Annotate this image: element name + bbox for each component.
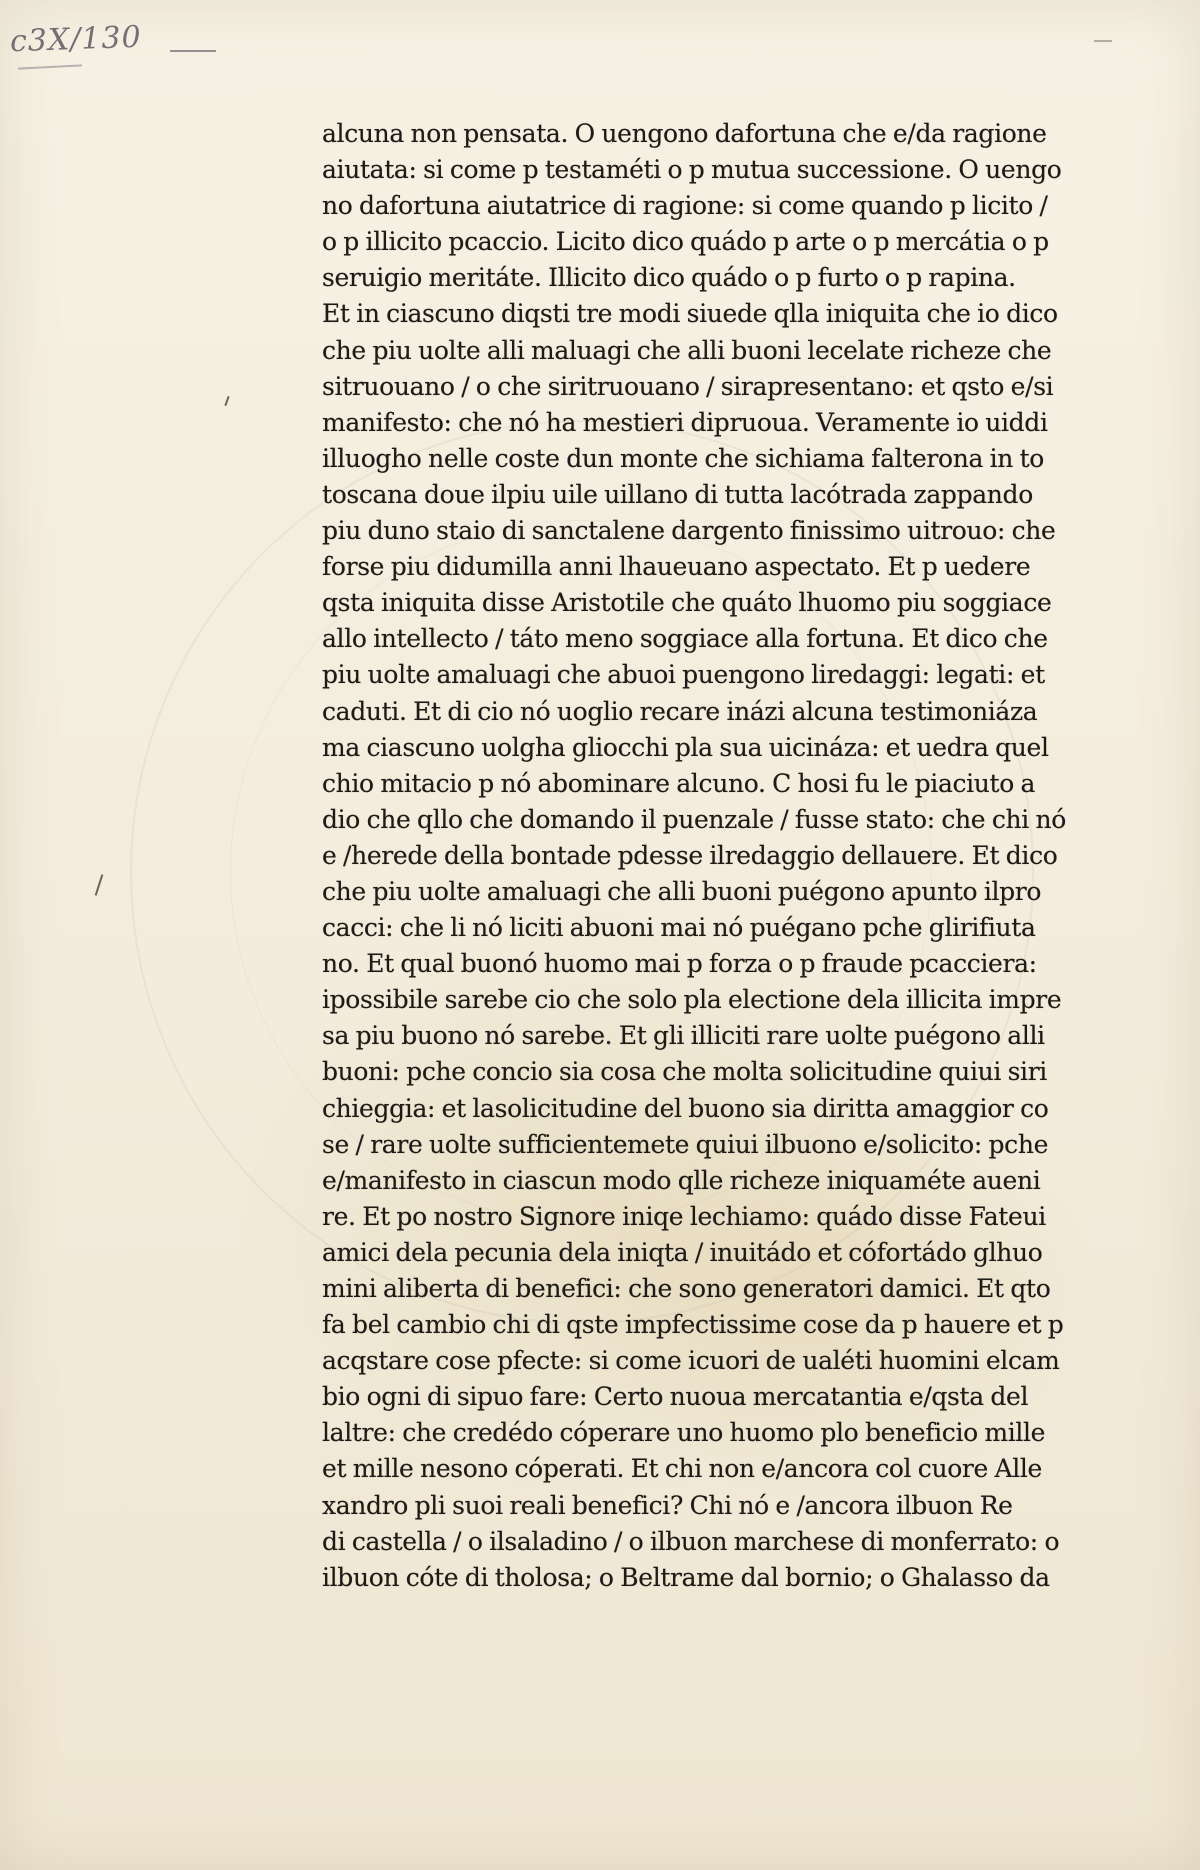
text-line: alcuna non pensata. O uengono dafortuna che e/da ragione <box>322 119 1047 148</box>
text-line: manifesto: che nó ha mestieri dipruoua. Veramente io uiddi <box>322 407 1048 437</box>
text-line: chio mitacio p nó abominare alcuno. C hosi fu le piaciuto a <box>322 768 1036 798</box>
text-line: ma ciascuno uolgha gliocchi pla sua uicináza: et uedra quel <box>322 732 1049 762</box>
text-line: fa bel cambio chi di qste impfectissime cose da p hauere et p <box>322 1310 1064 1340</box>
text-line: sa piu buono nó sarebe. Et gli illiciti rare uolte puégono alli <box>322 1021 1045 1051</box>
text-line: se / rare uolte sufficientemete quiui ilbuono e/solicito: pche <box>322 1129 1049 1159</box>
text-line: ilbuon cóte di tholosa; o Beltrame dal bornio; o Ghalasso da <box>322 1562 1050 1592</box>
margin-stray-mark <box>224 396 229 406</box>
text-line: cacci: che li nó liciti abuoni mai nó puégano pche glirifiuta <box>322 913 1036 943</box>
text-line: et mille nesono cóperati. Et chi non e/ancora col cuore Alle <box>322 1454 1042 1484</box>
handwritten-shelfmark: c3X/130 <box>9 19 143 60</box>
printed-text-block <box>322 116 1112 1596</box>
text-line: illuogho nelle coste dun monte che sichiama falterona in to <box>322 443 1045 473</box>
corner-pencil-mark <box>1094 40 1112 42</box>
text-line: che piu uolte amaluagi che alli buoni puégono apunto ilpro <box>322 876 1042 906</box>
text-line: sitruouano / o che siritruouano / sirapresentano: et qsto e/si <box>322 371 1054 401</box>
text-line: amici dela pecunia dela iniqta / inuitádo et cófortádo glhuo <box>322 1237 1043 1267</box>
text-line: toscana doue ilpiu uile uillano di tutta lacótrada zappando <box>322 479 1033 509</box>
text-line: ipossibile sarebe cio che solo pla electione dela illicita impre <box>322 985 1062 1015</box>
shelfmark-underline <box>18 64 82 69</box>
text-line: o p illicito pcaccio. Licito dico quádo p arte o p mercátia o p <box>322 227 1049 257</box>
text-line: Et in ciascuno diqsti tre modi siuede qlla iniquita che io dico <box>322 299 1058 329</box>
text-line: no. Et qual buonó huomo mai p forza o p fraude pcacciera: <box>322 949 1037 979</box>
text-line: forse piu didumilla anni lhaueuano aspectato. Et p uedere <box>322 552 1031 582</box>
margin-pencil-stroke <box>95 874 104 896</box>
text-line: chieggia: et lasolicitudine del buono sia diritta amaggior co <box>322 1093 1049 1123</box>
text-line: di castella / o ilsaladino / o ilbuon marchese di monferrato: o <box>322 1526 1060 1556</box>
text-line: e /herede della bontade pdesse ilredaggio dellauere. Et dico <box>322 840 1058 870</box>
text-line: buoni: pche concio sia cosa che molta solicitudine quiui siri <box>322 1057 1047 1087</box>
text-line: aiutata: si come p testaméti o p mutua successione. O uengo <box>322 155 1062 185</box>
text-line: piu duno staio di sanctalene dargento finissimo uitrouo: che <box>322 516 1056 546</box>
text-line: xandro pli suoi reali benefici? Chi nó e /ancora ilbuon Re <box>322 1490 1013 1520</box>
text-line: qsta iniquita disse Aristotile che quáto lhuomo piu soggiace <box>322 588 1052 618</box>
text-line: mini aliberta di benefici: che sono generatori damici. Et qto <box>322 1274 1051 1303</box>
text-line: dio che qllo che domando il puenzale / fusse stato: che chi nó <box>322 804 1066 834</box>
text-line: e/manifesto in ciascun modo qlle richeze iniquaméte aueni <box>322 1165 1041 1195</box>
text-line: seruigio meritáte. Illicito dico quádo o p furto o p rapina. <box>322 263 1016 293</box>
text-line: bio ogni di sipuo fare: Certo nuoua mercatantia e/qsta del <box>322 1382 1029 1412</box>
text-line: laltre: che credédo cóperare uno huomo plo beneficio mille <box>322 1418 1046 1448</box>
text-line: che piu uolte alli maluagi che alli buoni lecelate richeze che <box>322 335 1052 365</box>
text-line: caduti. Et di cio nó uoglio recare inázi alcuna testimoniáza <box>322 696 1038 726</box>
text-line: no dafortuna aiutatrice di ragione: si come quando p licito / <box>322 191 1048 221</box>
text-line: allo intellecto / táto meno soggiace alla fortuna. Et dico che <box>322 624 1048 654</box>
text-line: acqstare cose pfecte: si come icuori de ualéti huomini elcam <box>322 1346 1060 1376</box>
text-line: piu uolte amaluagi che abuoi puengono liredaggi: legati: et <box>322 660 1045 690</box>
shelfmark-dash <box>170 50 216 52</box>
text-line: re. Et po nostro Signore iniqe lechiamo: quádo disse Fateui <box>322 1201 1046 1231</box>
